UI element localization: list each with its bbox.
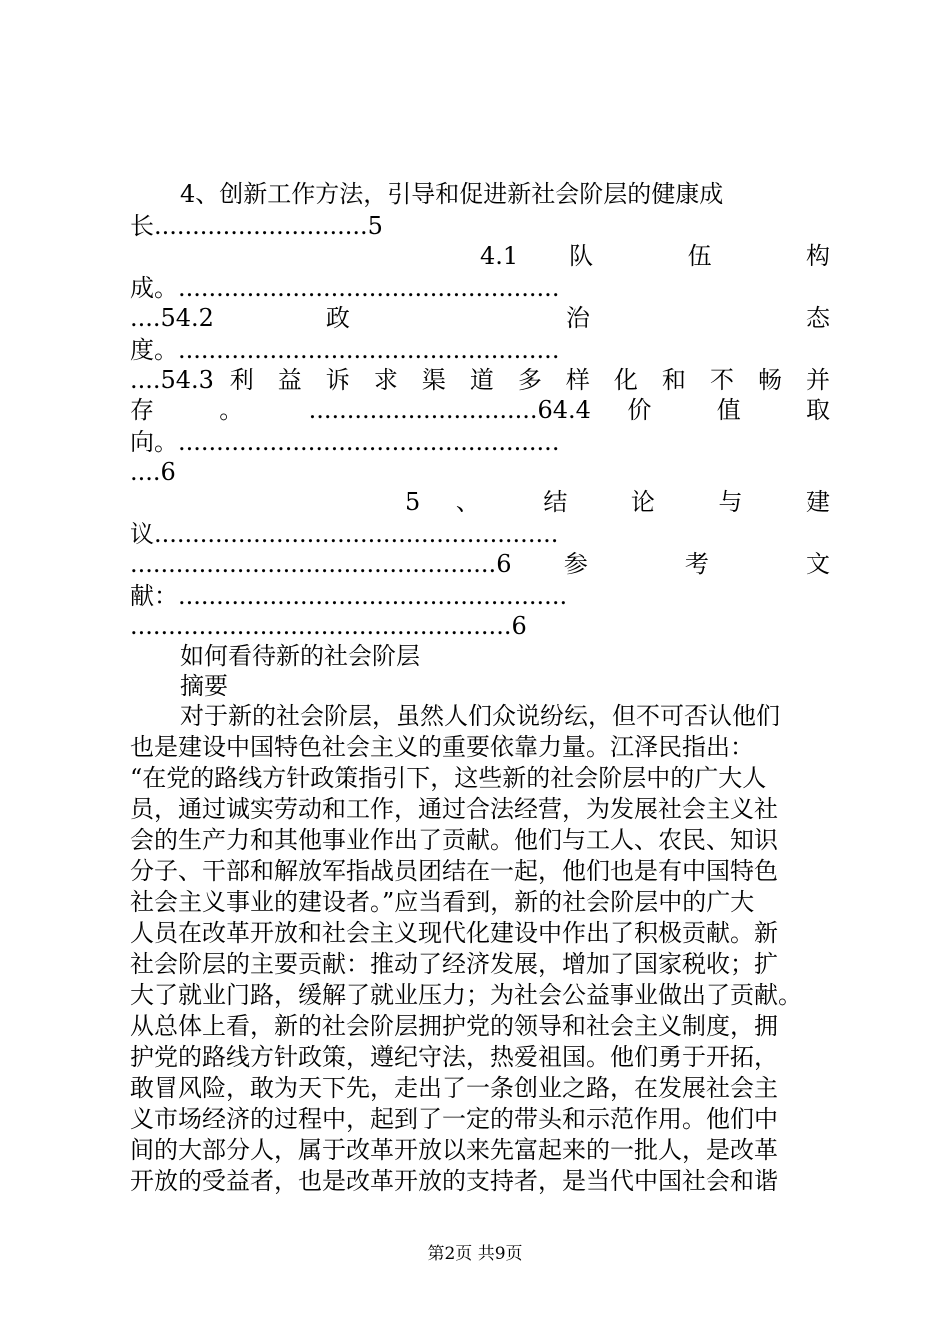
toc-line: ................................................6 参 考 文 <box>130 550 830 578</box>
body-line: 从总体上看，新的社会阶层拥护党的领导和社会主义制度，拥 <box>130 1012 778 1040</box>
body-line: 大了就业门路，缓解了就业压力；为社会公益事业做出了贡献。 <box>130 981 802 1009</box>
body-line: 社会阶层的主要贡献：推动了经济发展，增加了国家税收；扩 <box>130 950 778 978</box>
toc-line: 长............................5 <box>130 212 383 240</box>
article-title: 如何看待新的社会阶层 <box>180 642 420 670</box>
toc-line: 献：................................................... <box>130 582 568 610</box>
body-line: 对于新的社会阶层，虽然人们众说纷纭，但不可否认他们 <box>180 702 780 730</box>
toc-line: 4.1 队 伍 构 <box>480 242 830 270</box>
body-line: 也是建设中国特色社会主义的重要依靠力量。江泽民指出： <box>130 733 754 761</box>
page-number: 第2页 共9页 <box>427 1244 523 1264</box>
body-line: 社会主义事业的建设者。”应当看到，新的社会阶层中的广大 <box>130 888 755 916</box>
body-line: 间的大部分人，属于改革开放以来先富起来的一批人，是改革 <box>130 1136 778 1164</box>
toc-line: 5 、 结 论 与 建 <box>405 488 830 516</box>
body-line: 会的生产力和其他事业作出了贡献。他们与工人、农民、知识 <box>130 826 778 854</box>
toc-line: 存 。 ..............................64.4 价 值 取 <box>130 396 830 424</box>
abstract-heading: 摘要 <box>180 672 228 700</box>
body-line: 人员在改革开放和社会主义现代化建设中作出了积极贡献。新 <box>130 919 778 947</box>
body-line: 义市场经济的过程中，起到了一定的带头和示范作用。他们中 <box>130 1105 778 1133</box>
body-line: 开放的受益者，也是改革开放的支持者，是当代中国社会和谐 <box>130 1167 778 1195</box>
toc-line: 议..................................................... <box>130 520 559 548</box>
toc-line: 4、创新工作方法，引导和促进新社会阶层的健康成 <box>180 180 724 208</box>
toc-line: ..................................................6 <box>130 612 527 640</box>
body-line: 分子、干部和解放军指战员团结在一起，他们也是有中国特色 <box>130 857 778 885</box>
body-line: 员，通过诚实劳动和工作，通过合法经营，为发展社会主义社 <box>130 795 778 823</box>
body-line: “在党的路线方针政策指引下，这些新的社会阶层中的广大人 <box>130 764 767 792</box>
toc-line: ....54.2 政 治 态 <box>130 304 830 332</box>
toc-line: ....6 <box>130 458 176 486</box>
toc-line: 度。.................................................. <box>130 336 560 364</box>
toc-line: ....54.3 利 益 诉 求 渠 道 多 样 化 和 不 畅 并 <box>130 366 830 394</box>
body-line: 敢冒风险，敢为天下先，走出了一条创业之路，在发展社会主 <box>130 1074 778 1102</box>
body-line: 护党的路线方针政策，遵纪守法，热爱祖国。他们勇于开拓， <box>130 1043 778 1071</box>
toc-line: 向。.................................................. <box>130 428 560 456</box>
toc-line: 成。.................................................. <box>130 274 560 302</box>
